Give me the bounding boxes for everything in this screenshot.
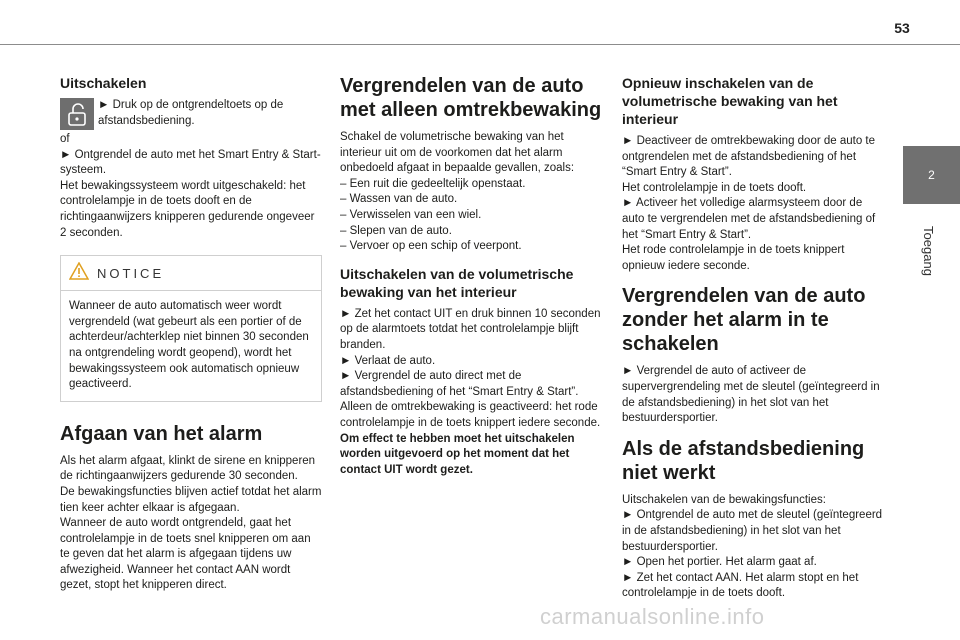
section-heading-omtrekbewaking: Vergrendelen van de auto met alleen omtrekbewaking — [340, 75, 602, 121]
step: ► Ontgrendel de auto met de sleutel (geïntegreerd in de afstandsbediening) in het slot van het bestuurdersportier. — [622, 509, 883, 553]
step: ► Zet het contact UIT en druk binnen 10 seconden op de alarmtoets totdat het controlelampje blijft branden. — [340, 307, 601, 351]
header-divider — [0, 44, 960, 45]
chapter-tab[interactable]: 2 — [903, 146, 960, 204]
warning-triangle-icon — [69, 262, 89, 286]
notice-body: Wanneer de auto automatisch weer wordt vergrendeld (wat gebeurt als een portier of de achterdeur/achterklep niet binnen 30 seconden na ontgrendeling wordt geopend), wordt het bewakingssysteem ook automatisch opnieuw geactiveerd. — [69, 300, 309, 391]
chapter-label: Toegang — [921, 226, 936, 276]
unlock-instruction — [60, 98, 322, 130]
section-heading-volumetrisch-uit: Uitschakelen van de volumetrische bewaking van het interieur — [340, 265, 574, 300]
text-line: Het bewakingssysteem wordt uitgeschakeld: het controlelampje in de toets dooft en de richtingaanwijzers knipperen gedurende ongeveer 2 seconden. — [60, 179, 315, 239]
list-item: – Vervoer op een schip of veerpont. — [340, 240, 522, 253]
unlock-icon — [60, 98, 94, 130]
step: ► Zet het contact AAN. Het alarm stopt en het controlelampje in de toets dooft. — [622, 571, 859, 600]
section-heading-zonder-alarm: Vergrendelen van de auto zonder het alarm in te schakelen — [622, 285, 866, 356]
notice-title: NOTICE — [97, 266, 165, 282]
paragraph: Wanneer de auto wordt ontgrendeld, gaat het controlelampje in de toets snel knipperen om aan te geven dat het alarm is afgegaan tijdens uw afwezigheid. Wanneer het contact AAN wordt gezet, stopt het knipperen direct. — [60, 517, 311, 592]
paragraph: De bewakingsfuncties blijven actief totdat het alarm tien keer achter elkaar is afgegaan. — [60, 485, 322, 514]
spacer — [340, 255, 606, 265]
list-item: – Slepen van de auto. — [340, 224, 452, 237]
text-line: of — [60, 133, 70, 145]
paragraph: Als het alarm afgaat, klinkt de sirene en knipperen de richtingaanwijzers gedurende 30 seconden. — [60, 454, 316, 483]
step: ► Verlaat de auto. — [340, 354, 436, 367]
paragraph: Schakel de volumetrische bewaking van het interieur uit om de voorkomen dat het alarm onbedoeld afgaat in bepaalde gevallen, zoals: — [340, 131, 575, 175]
step: Het controlelampje in de toets dooft. — [622, 181, 807, 194]
notice-header — [61, 256, 321, 290]
step: Het rode controlelampje in de toets knippert opnieuw iedere seconde. — [622, 244, 845, 272]
column-2 — [340, 74, 606, 478]
spacer — [622, 274, 884, 284]
step: Uitschakelen van de bewakingsfuncties: — [622, 493, 826, 506]
list-item: – Wassen van de auto. — [340, 193, 458, 206]
column-1 — [60, 74, 322, 594]
column-3 — [622, 74, 884, 602]
step: ► Activeer het volledige alarmsysteem door de auto te vergrendelen met de afstandsbediening of het “Smart Entry & Start”. — [622, 197, 876, 241]
step: Alleen de omtrekbewaking is geactiveerd: het rode controlelampje in de toets knippert iedere seconde. — [340, 401, 601, 429]
page-number: 53 — [894, 20, 910, 36]
section-heading-uitschakelen: Uitschakelen — [60, 75, 147, 91]
step: ► Vergrendel de auto direct met de afstandsbediening of het “Smart Entry & Start”. — [340, 370, 579, 398]
notice-box — [60, 255, 322, 402]
list-item: – Een ruit die gedeeltelijk openstaat. — [340, 177, 526, 190]
section-heading-afstandsbediening: Als de afstandsbediening niet werkt — [622, 437, 865, 484]
section-heading-volumetrisch-in: Opnieuw inschakelen van de volumetrische bewaking van het interieur — [622, 75, 838, 127]
watermark: carmanualsonline.info — [540, 604, 765, 629]
step: ► Deactiveer de omtrekbewaking door de auto te ontgrendelen met de afstandsbediening of het “Smart Entry & Start”. — [622, 135, 876, 179]
unlock-step: ► Druk op de ontgrendeltoets op de afstandsbediening. — [98, 99, 284, 127]
text-line: ► Ontgrendel de auto met het Smart Entry & Start-systeem. — [60, 148, 321, 177]
section-heading-afgaan: Afgaan van het alarm — [60, 422, 263, 445]
spacer — [622, 427, 884, 437]
step: ► Vergrendel de auto of activeer de supervergrendeling met de sleutel (geïntegreerd in de afstandsbediening) in het slot van het bestuurdersportier. — [622, 365, 880, 425]
step: ► Open het portier. Het alarm gaat af. — [622, 556, 817, 569]
list-item: – Verwisselen van een wiel. — [340, 208, 482, 221]
bold-note: Om effect te hebben moet het uitschakelen worden uitgevoerd op het moment dat het contact UIT wordt gezet. — [340, 432, 575, 476]
